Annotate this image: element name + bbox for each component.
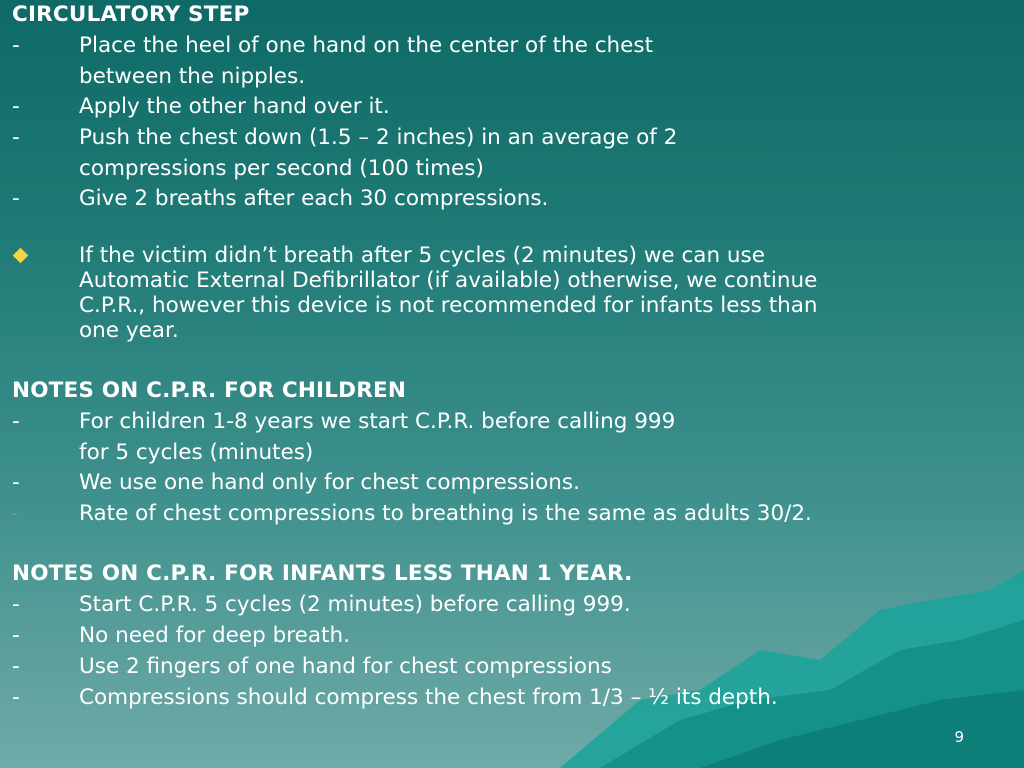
list-item-text: Start C.P.R. 5 cycles (2 minutes) before calling 999. [79,592,631,617]
infants-notes-heading: NOTES ON C.P.R. FOR INFANTS LESS THAN 1 YEAR. [12,561,633,586]
dash-marker: - [12,654,20,679]
list-item-continuation [12,61,1012,91]
spacer [12,529,1012,559]
note-line: C.P.R., however this device is not recommended for infants less than [79,293,818,318]
note-line: one year. [79,318,179,343]
list-item-text: between the nipples. [79,64,306,89]
list-item-text: for 5 cycles (minutes) [79,440,314,465]
spacer [12,214,1012,244]
list-item [12,620,1012,651]
list-item-text: Use 2 fingers of one hand for chest compressions [79,654,612,679]
list-item-text: compressions per second (100 times) [79,156,484,181]
list-item [12,183,1012,214]
list-item [12,122,1012,153]
list-item [12,682,1012,713]
dash-marker: - [12,94,20,119]
page-number: 9 [954,728,964,746]
dash-marker: - [12,685,20,710]
list-item [12,30,1012,61]
list-item-continuation [12,153,1012,183]
list-item-text: Compressions should compress the chest from 1/3 – ½ its depth. [79,685,778,710]
dash-marker: - [12,504,18,522]
children-notes-heading: NOTES ON C.P.R. FOR CHILDREN [12,378,407,403]
dash-marker: - [12,623,20,648]
list-item-text: We use one hand only for chest compressions. [79,470,580,495]
list-item-text: Give 2 breaths after each 30 compressions. [79,186,549,211]
defibrillator-note [12,243,982,343]
list-item [12,589,1012,620]
list-item-text: Rate of chest compressions to breathing is the same as adults 30/2. [79,501,812,526]
list-item-text: Push the chest down (1.5 – 2 inches) in an average of 2 [79,125,678,150]
note-line: Automatic External Defibrillator (if available) otherwise, we continue [79,268,818,293]
slide-content [12,0,1012,713]
dash-marker: - [12,470,20,495]
list-item [12,651,1012,682]
list-item [12,406,1012,437]
list-item [12,498,1012,529]
list-item-continuation [12,437,1012,467]
list-item [12,467,1012,498]
list-item-text: For children 1-8 years we start C.P.R. before calling 999 [79,409,676,434]
list-item-text: Place the heel of one hand on the center of the chest [79,33,654,58]
spacer [12,343,1012,376]
dash-marker: - [12,186,20,211]
circulatory-step-heading: CIRCULATORY STEP [12,2,250,27]
diamond-bullet-icon [13,248,29,264]
list-item [12,91,1012,122]
dash-marker: - [12,33,20,58]
dash-marker: - [12,592,20,617]
dash-marker: - [12,409,20,434]
dash-marker: - [12,125,20,150]
note-line: If the victim didn’t breath after 5 cycles (2 minutes) we can use [79,243,765,268]
list-item-text: Apply the other hand over it. [79,94,390,119]
list-item-text: No need for deep breath. [79,623,350,648]
